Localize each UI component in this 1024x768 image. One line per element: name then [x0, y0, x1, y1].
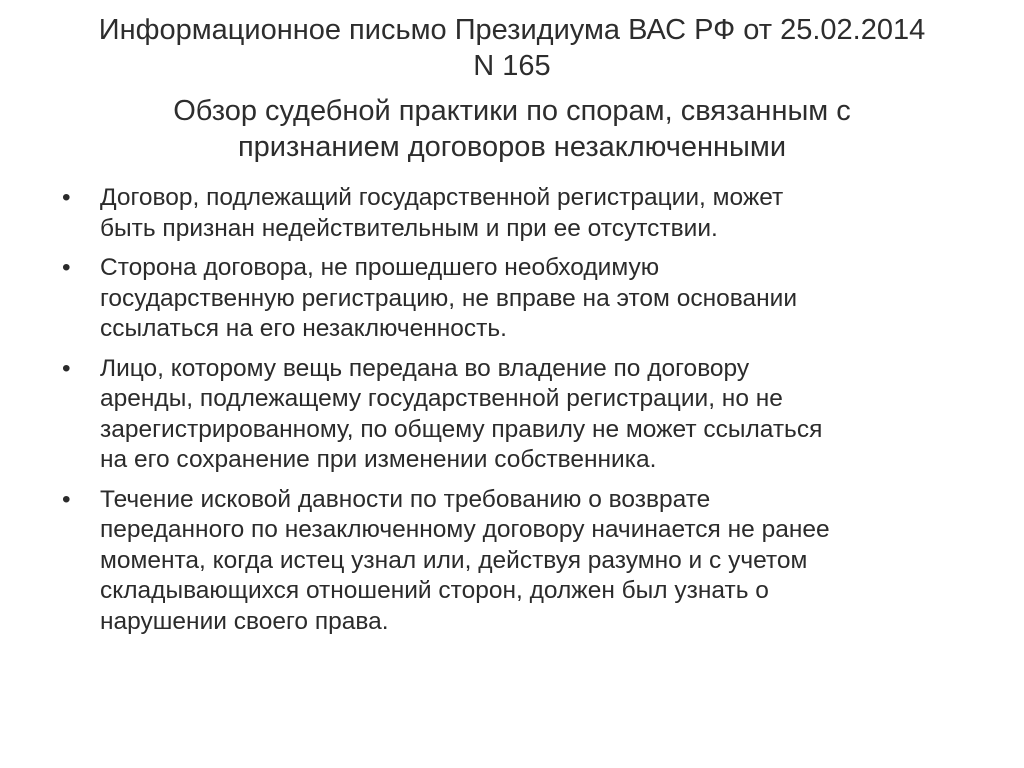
bullet-text	[100, 485, 980, 638]
bullet-line: ссылаться на его незаключенность.	[100, 315, 507, 342]
title-line-1: Информационное письмо Президиума ВАС РФ от 25.02.2014	[98, 14, 926, 46]
bullet-line: момента, когда истец узнал или, действуя разумно и с учетом	[100, 546, 808, 574]
bullet-line: на его сохранение при изменении собственника.	[100, 446, 657, 473]
bullet-line: Течение исковой давности по требованию о возврате	[100, 485, 711, 513]
bullet-list	[60, 183, 980, 646]
bullet-item-3	[60, 354, 980, 476]
bullet-marker: •	[62, 184, 71, 211]
bullet-marker: •	[62, 354, 71, 382]
bullet-item-4	[60, 485, 980, 638]
bullet-text	[100, 253, 980, 345]
bullet-text	[100, 354, 980, 476]
bullet-line: аренды, подлежащему государственной регистрации, но не	[100, 385, 783, 412]
title-line-4: признанием договоров незаключенными	[237, 131, 787, 163]
bullet-line: переданного по незаключенному договору начинается не ранее	[100, 516, 830, 543]
bullet-item-1	[60, 183, 980, 244]
bullet-item-2	[60, 253, 980, 345]
bullet-line: Лицо, которому вещь передана во владение по договору	[100, 354, 750, 382]
title-line-3: Обзор судебной практики по спорам, связанным с	[173, 95, 851, 127]
bullet-line: зарегистрированному, по общему правилу не может ссылаться	[100, 415, 823, 443]
title-line-2: N 165	[473, 50, 551, 82]
bullet-line: нарушении своего права.	[100, 607, 389, 635]
bullet-marker: •	[62, 485, 71, 513]
bullet-line: быть признан недействительным и при ее отсутствии.	[100, 214, 718, 242]
bullet-line: государственную регистрацию, не вправе на этом основании	[100, 284, 798, 312]
bullet-line: складывающихся отношений сторон, должен был узнать о	[100, 577, 769, 604]
bullet-line: Сторона договора, не прошедшего необходимую	[100, 254, 660, 281]
bullet-marker: •	[62, 254, 71, 281]
slide-title	[40, 12, 984, 165]
bullet-text	[100, 183, 980, 244]
bullet-line: Договор, подлежащий государственной регистрации, может	[100, 184, 784, 211]
